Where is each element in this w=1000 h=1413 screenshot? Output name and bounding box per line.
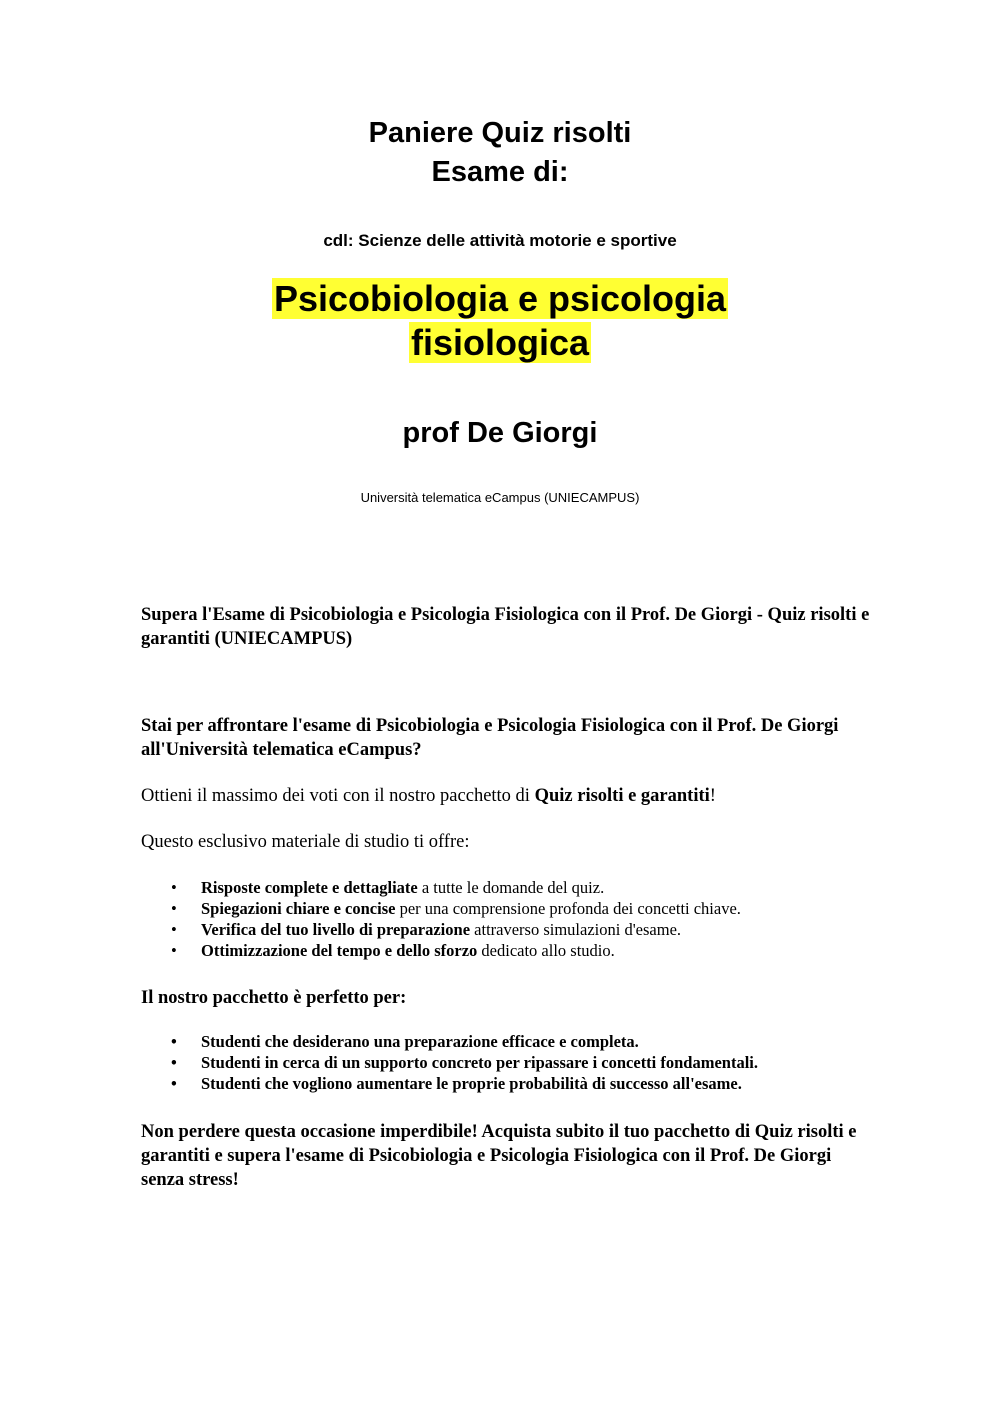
bullet: •	[171, 1053, 177, 1072]
university-name: Università telematica eCampus (UNIECAMPUS)	[360, 490, 640, 505]
audience-list	[141, 1031, 871, 1094]
professor-name: prof De Giorgi	[402, 417, 598, 449]
benefits-list	[141, 877, 871, 961]
degree-course: cdl: Scienze delle attività motorie e sportive	[323, 231, 677, 250]
list-item: • Risposte complete e dettagliate a tutte le domande del quiz.	[171, 878, 605, 897]
offer-text-after: !	[709, 786, 716, 806]
audience-heading: Il nostro pacchetto è perfetto per:	[141, 988, 407, 1008]
course-title-line-1: Psicobiologia e psicologia	[273, 278, 727, 319]
list-item: • Ottimizzazione del tempo e dello sforzo dedicato allo studio.	[171, 941, 615, 960]
list-item: • Studenti che vogliono aumentare le proprie probabilità di successo all'esame.	[171, 1074, 742, 1093]
bullet: •	[171, 941, 177, 960]
bullet: •	[171, 899, 177, 918]
offer-paragraph	[141, 784, 871, 808]
title-line-1: Paniere Quiz risolti	[368, 117, 632, 149]
bullet: •	[171, 878, 177, 897]
title-line-2: Esame di:	[431, 156, 569, 188]
offer-text-before: Ottieni il massimo dei voti con il nostro pacchetto di	[141, 786, 535, 806]
headline: Supera l'Esame di Psicobiologia e Psicologia Fisiologica con il Prof. De Giorgi - Quiz risolti e garantiti (UNIECAMPUS)	[141, 605, 870, 649]
bullet: •	[171, 1074, 177, 1093]
offer-text-bold: Quiz risolti e garantiti	[534, 786, 710, 806]
list-item: • Studenti in cerca di un supporto concreto per ripassare i concetti fondamentali.	[171, 1053, 759, 1072]
intro-question: Stai per affrontare l'esame di Psicobiologia e Psicologia Fisiologica con il Prof. De Giorgi all'Università telematica eCampus?	[141, 716, 839, 760]
list-item: • Verifica del tuo livello di preparazione attraverso simulazioni d'esame.	[171, 920, 682, 939]
course-title	[0, 277, 1000, 365]
list-item: • Spiegazioni chiare e concise per una comprensione profonda dei concetti chiave.	[171, 899, 741, 918]
list-item: • Studenti che desiderano una preparazione efficace e completa.	[171, 1032, 639, 1051]
closing-paragraph: Non perdere questa occasione imperdibile! Acquista subito il tuo pacchetto di Quiz risolti e garantiti e supera l'esame di Psicobiologia e Psicologia Fisiologica con il Prof. De Giorgi senza stress!	[141, 1122, 857, 1190]
bullet: •	[171, 1032, 177, 1051]
course-title-line-2: fisiologica	[410, 322, 590, 363]
offer-intro: Questo esclusivo materiale di studio ti offre:	[141, 832, 470, 852]
bullet: •	[171, 920, 177, 939]
